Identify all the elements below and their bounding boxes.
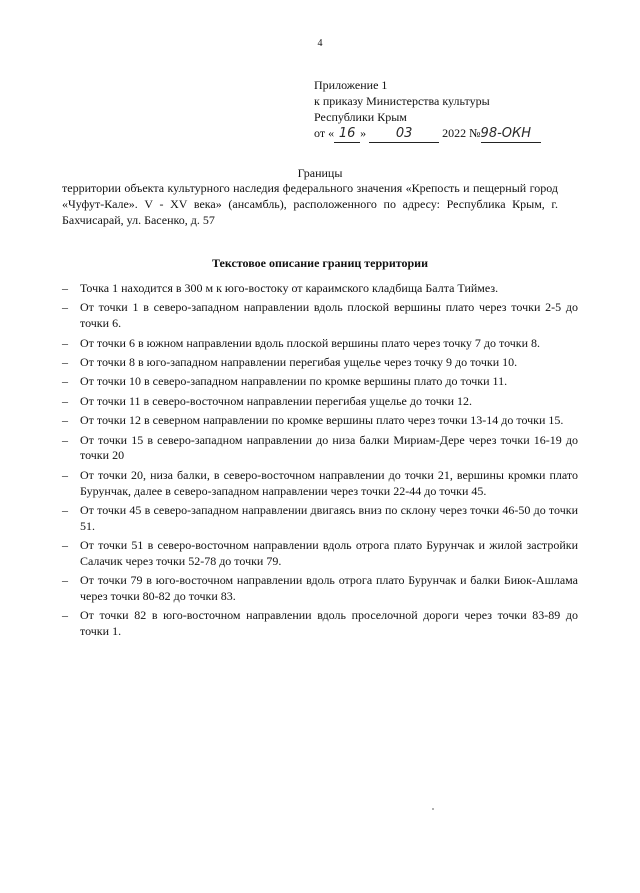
list-item-text: От точки 1 в северо-западном направлении вдоль плоской вершины плато через точки 2-5 до точки 6. [80,300,578,331]
date-prefix: от « [314,126,335,140]
page-number: 4 [317,38,323,49]
list-item-text: От точки 6 в южном направлении вдоль плоской вершины плато через точку 7 до точки 8. [80,335,541,350]
list-item-text: От точки 12 в северном направлении по кромке вершины плато через точки 13-14 до точки 15. [80,413,564,428]
document-subtitle: территории объекта культурного наследия федерального значения «Крепость и пещерный город «Чуфут-Кале». V - XV века» (ансамбль), расположенного по адресу: Республика Крым, г. Бахчисарай, ул. Басенко, д. 57 [62,181,558,227]
appendix-date-row [314,125,604,143]
appendix-line-3: Республики Крым [314,110,407,124]
list-item [62,468,578,500]
list-bullet: – [62,573,68,588]
list-item [62,336,578,352]
list-item [62,573,578,605]
list-item [62,281,578,297]
list-item-text: От точки 82 в юго-восточном направлении вдоль проселочной дороги через точки 83-89 до точки 1. [80,608,578,639]
appendix-line-2: к приказу Министерства культуры [314,94,490,108]
list-bullet: – [62,300,68,315]
list-item [62,433,578,465]
list-item-text: От точки 45 в северо-западном направлении двигаясь вниз по склону через точки 46-50 до точки 51. [80,502,578,533]
handwritten-month: 03 [369,126,439,143]
list-bullet: – [62,432,68,447]
list-bullet: – [62,502,68,517]
list-item-text: От точки 8 в юго-западном направлении перегибая ущелье через точку 9 до точки 10. [80,354,518,369]
list-item [62,394,578,410]
handwritten-order-number: 98-ОКН [481,126,541,143]
list-bullet: – [62,467,68,482]
list-item [62,300,578,332]
list-bullet: – [62,335,68,350]
list-item-text: От точки 15 в северо-западном направлении до низа балки Мириам-Дере через точки 16-19 до точки 20 [80,432,578,463]
list-item-text: От точки 10 в северо-западном направлении по кромке вершины плато до точки 11. [80,374,508,389]
list-bullet: – [62,393,68,408]
section-heading: Текстовое описание границ территории [211,256,429,270]
list-item [62,503,578,535]
list-item [62,538,578,570]
appendix-block [314,77,604,143]
list-item [62,374,578,390]
list-bullet: – [62,608,68,623]
appendix-line-1: Приложение 1 [314,78,388,92]
document-title: Границы [297,166,343,180]
boundary-description-list [62,281,578,644]
date-day-suffix: » [360,126,367,140]
list-item-text: От точки 51 в северо-восточном направлении вдоль отрога плато Бурунчак и жилой застройки Салачик через точки 52-78 до точки 79. [80,538,578,568]
list-bullet: – [62,413,68,428]
date-year-number-label: 2022 № [442,126,481,140]
list-item [62,608,578,640]
list-bullet: – [62,374,68,389]
scan-speck [432,808,434,810]
list-item-text: От точки 20, низа балки, в северо-восточном направлении до точки 21, вершины кромки плато Бурунчак, далее в северо-западном направлении через точки 22-44 до точки 45. [80,467,578,498]
list-item-text: От точки 79 в юго-восточном направлении вдоль отрога плато Бурунчак и балки Биюк-Ашлама через точки 80-82 до точки 83. [80,573,578,604]
handwritten-day: 16 [334,126,360,143]
list-item [62,413,578,429]
list-item-text: Точка 1 находится в 300 м к юго-востоку от караимского кладбища Балта Тиймез. [80,281,499,295]
list-bullet: – [62,354,68,369]
list-bullet: – [62,538,68,553]
list-item [62,355,578,371]
list-item-text: От точки 11 в северо-восточном направлении перегибая ущелье до точки 12. [80,393,473,408]
list-bullet: – [62,281,68,295]
